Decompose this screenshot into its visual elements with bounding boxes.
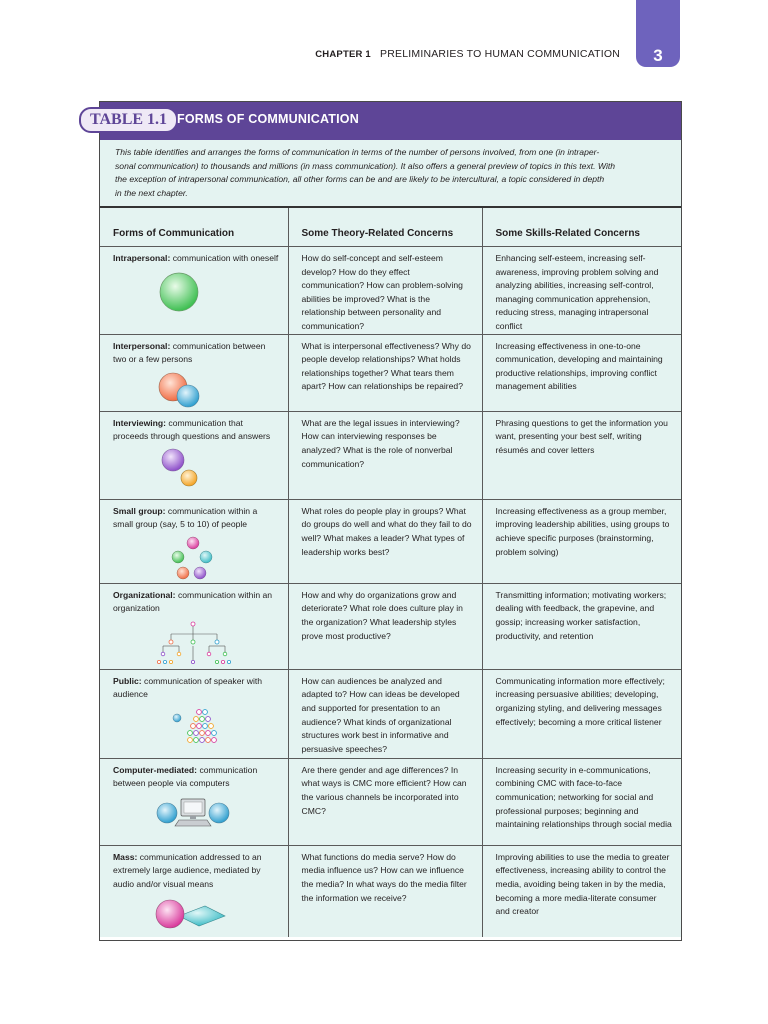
form-cell (100, 669, 288, 758)
table-label-badge: TABLE 1.1 (79, 107, 178, 133)
two-circles-icon (113, 371, 273, 411)
group-circles-icon (113, 536, 273, 582)
mass-media-icon (113, 896, 273, 934)
column-header: Some Skills-Related Concerns (482, 208, 681, 247)
audience-icon (113, 706, 273, 752)
intro-line: the exception of intrapersonal communication, all other forms can be and are likely to be intercultural, a topic considered in depth (115, 174, 605, 184)
intro-line: in the next chapter. (115, 187, 188, 198)
chapter-title: PRELIMINARIES TO HUMAN COMMUNICATION (380, 48, 620, 60)
table-row (100, 583, 681, 669)
skills-cell: Communicating information more effectively; increasing persuasive abilities; developing, organizing styling, and delivering messages effectively; becoming a more critical listener (482, 669, 681, 758)
form-desc: communication with oneself (172, 253, 279, 263)
theory-cell: How and why do organizations grow and deteriorate? What role does culture play in the organization? What leadership styles prove most productive? (288, 583, 482, 669)
skills-cell: Improving abilities to use the media to greater effectiveness, increasing ability to control the media, avoiding being taken in by the media, becoming a more media-literate consumer and creator (482, 845, 681, 937)
computer-icon (113, 795, 273, 831)
intro-line: sonal communication) to thousands and millions (in mass communication). It also offers a general preview of topics in this text. With (115, 160, 616, 171)
theory-cell: How do self-concept and self-esteem develop? How do they effect communication? How can problem-solving abilities be improved? What is the relationship between personality and communication? (288, 247, 482, 335)
form-desc: communication within a small group (say, 5 to 10) of people (113, 505, 258, 530)
org-chart-icon (113, 620, 273, 668)
table-intro (100, 140, 681, 208)
skills-cell: Increasing effectiveness as a group member, improving leadership abilities, using groups to achieve specific purposes (brainstorming, problem solving) (482, 499, 681, 583)
form-name: Computer-mediated: (113, 764, 198, 775)
form-name: Public: (113, 675, 142, 686)
form-name: Interpersonal: (113, 340, 171, 351)
page-tab-marker (636, 0, 680, 67)
theory-cell: Are there gender and age differences? In what ways is CMC more efficient? How can the various channels be incorporated into CMC? (288, 758, 482, 845)
form-desc: communication between people via computers (113, 764, 258, 789)
skills-cell: Increasing effectiveness in one-to-one communication, developing and maintaining productive relationships, improving conflict management abilities (482, 334, 681, 411)
form-name: Intrapersonal: (113, 253, 171, 263)
form-cell (100, 334, 288, 411)
intro-line: This table identifies and arranges the forms of communication in terms of the number of persons involved, from one (in intraper- (115, 147, 600, 157)
theory-cell: How can audiences be analyzed and adapted to? How can ideas be developed and supported for presentation to an audience? What kinds of organizational structures work best in informative and persuasive speeches? (288, 669, 482, 758)
theory-cell: What functions do media serve? How do media influence us? How can we influence the media? In what ways do the media filter the information we receive? (288, 845, 482, 937)
skills-cell: Increasing security in e-communications, combining CMC with face-to-face communication; networking for social and professional purposes; beginning and maintaining relationships through social media (482, 758, 681, 845)
table-frame (90, 101, 682, 941)
theory-cell: What is interpersonal effectiveness? Why do people develop relationships? What holds relationships together? What tears them apart? How can relationships be repaired? (288, 334, 482, 411)
table-row (100, 334, 681, 411)
table-title-bar (90, 102, 681, 140)
table-row (100, 845, 681, 937)
form-cell (100, 845, 288, 937)
form-desc: communication within an organization (113, 589, 273, 614)
page-number: 3 (653, 46, 663, 65)
column-header: Some Theory-Related Concerns (288, 208, 482, 247)
table-row (100, 411, 681, 499)
form-name: Mass: (113, 851, 138, 862)
form-desc: communication that proceeds through questions and answers (113, 417, 271, 442)
skills-cell: Enhancing self-esteem, increasing self-awareness, improving problem solving and analyzing abilities, increasing self-control, managing communication apprehension, reducing stress, managing intrapersonal conflict (482, 247, 681, 335)
form-cell (100, 583, 288, 669)
forms-table (100, 208, 681, 937)
form-desc: communication of speaker with audience (113, 675, 263, 700)
skills-cell: Phrasing questions to get the information you want, presenting your best self, writing résumés and cover letters (482, 411, 681, 499)
skills-cell: Transmitting information; motivating workers; dealing with feedback, the grapevine, and gossip; increasing worker satisfaction, productivity, and retention (482, 583, 681, 669)
form-cell (100, 758, 288, 845)
table-row (100, 247, 681, 335)
form-name: Interviewing: (113, 417, 167, 428)
theory-cell: What are the legal issues in interviewing? How can interviewing responses be analyzed? What is the role of nonverbal communication? (288, 411, 482, 499)
form-desc: communication between two or a few persons (113, 340, 266, 365)
table-row (100, 499, 681, 583)
form-cell (100, 247, 288, 335)
single-circle-icon (113, 270, 273, 316)
theory-cell: What roles do people play in groups? What do groups do well and what do they fail to do well? What makes a leader? What types of leadership works best? (288, 499, 482, 583)
table-row (100, 758, 681, 845)
form-desc: communication addressed to an extremely large audience, mediated by audio and/or visual means (113, 851, 262, 889)
table-title: FORMS OF COMMUNICATION (177, 112, 359, 126)
running-header (315, 48, 620, 60)
column-header: Forms of Communication (100, 208, 288, 247)
form-name: Small group: (113, 505, 166, 516)
interview-circles-icon (113, 448, 273, 488)
form-cell (100, 499, 288, 583)
form-cell (100, 411, 288, 499)
form-name: Organizational: (113, 589, 176, 600)
table-header-row (100, 208, 681, 247)
table-row (100, 669, 681, 758)
chapter-label: CHAPTER 1 (315, 49, 371, 60)
